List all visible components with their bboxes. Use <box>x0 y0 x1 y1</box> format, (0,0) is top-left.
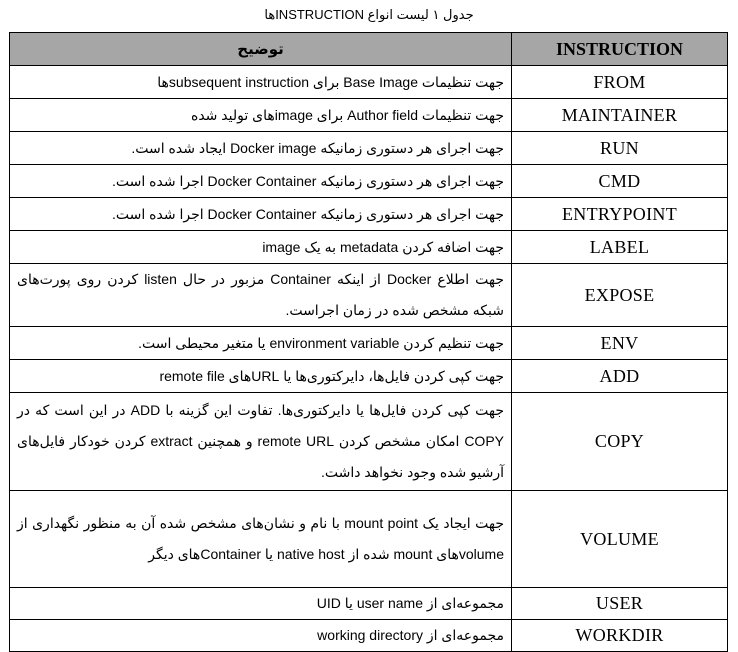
instruction-cell: CMD <box>512 165 728 198</box>
table-row <box>10 99 728 132</box>
table-header-row <box>10 33 728 66</box>
table-row <box>10 66 728 99</box>
instruction-cell: ENV <box>512 327 728 360</box>
table-row <box>10 231 728 264</box>
instruction-cell: RUN <box>512 132 728 165</box>
description-cell: جهت کپی کردن فایل‌ها یا دایرکتوری‌ها. تفاوت این گزینه با ADD در این است که در COPY امکان مشخص کردن remote URL و همچنین extract کردن خودکار فایل‌های آرشیو شده وجود نخواهد داشت. <box>10 393 512 491</box>
instruction-cell: FROM <box>512 66 728 99</box>
instruction-cell: ADD <box>512 360 728 393</box>
description-cell: جهت اجرای هر دستوری زمانیکه Docker Container اجرا شده است. <box>10 165 512 198</box>
instruction-cell: EXPOSE <box>512 264 728 327</box>
instruction-cell: COPY <box>512 393 728 491</box>
instruction-cell: MAINTAINER <box>512 99 728 132</box>
description-cell: جهت ایجاد یک mount point با نام و نشان‌های مشخص شده آن به منظور نگهداری از volumeهای mount شده از native host یا Containerهای دیگر <box>10 491 512 588</box>
description-cell: جهت اجرای هر دستوری زمانیکه Docker image ایجاد شده است. <box>10 132 512 165</box>
description-cell: مجموعه‌ای از working directory <box>10 620 512 652</box>
instruction-cell: WORKDIR <box>512 620 728 652</box>
table-caption: جدول ۱ لیست انواع INSTRUCTIONها <box>264 7 474 22</box>
description-cell: جهت تنظیمات Author field برای imageهای تولید شده <box>10 99 512 132</box>
table-row <box>10 327 728 360</box>
description-cell: جهت تنظیمات Base Image برای subsequent instructionها <box>10 66 512 99</box>
description-cell: جهت کپی کردن فایل‌ها، دایرکتوری‌ها یا URLهای remote file <box>10 360 512 393</box>
instruction-cell: ENTRYPOINT <box>512 198 728 231</box>
description-cell: جهت تنظیم کردن environment variable یا متغیر محیطی است. <box>10 327 512 360</box>
description-cell: مجموعه‌ای از user name یا UID <box>10 588 512 620</box>
instruction-cell: VOLUME <box>512 491 728 588</box>
table-row <box>10 165 728 198</box>
header-instruction: INSTRUCTION <box>512 33 728 66</box>
table-row <box>10 198 728 231</box>
table-row <box>10 491 728 588</box>
table-row <box>10 588 728 620</box>
table-row <box>10 620 728 652</box>
description-cell: جهت اضافه کردن metadata به یک image <box>10 231 512 264</box>
instruction-cell: USER <box>512 588 728 620</box>
table-row <box>10 360 728 393</box>
table-row <box>10 264 728 327</box>
description-cell: جهت اطلاع Docker از اینکه Container مزبور در حال listen کردن روی پورت‌های شبکه مشخص شده در زمان اجراست. <box>10 264 512 327</box>
instruction-cell: LABEL <box>512 231 728 264</box>
instruction-table <box>9 32 728 652</box>
header-description: توضیح <box>10 33 512 66</box>
description-cell: جهت اجرای هر دستوری زمانیکه Docker Container اجرا شده است. <box>10 198 512 231</box>
table-row <box>10 132 728 165</box>
table-row <box>10 393 728 491</box>
